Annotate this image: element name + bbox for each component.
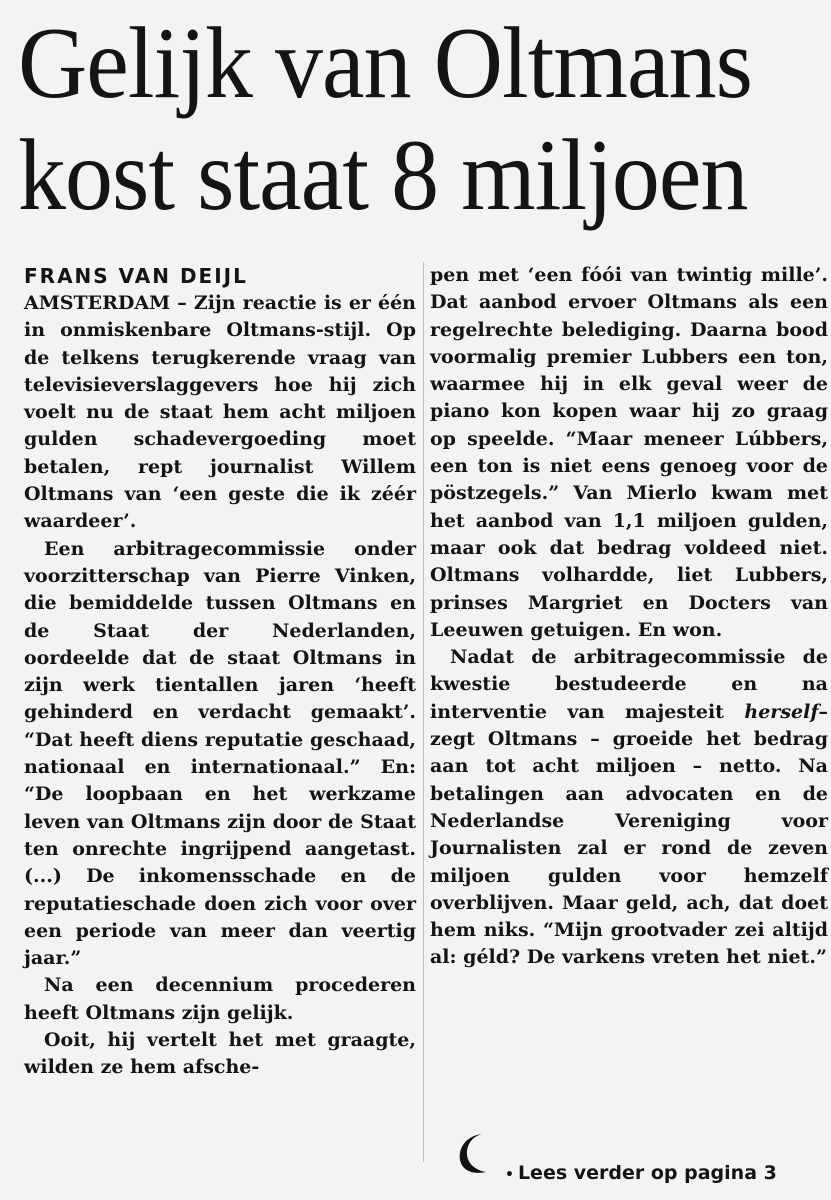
commission-text-b: – zegt Oltmans – groeide het bedrag aan tot acht miljoen – netto. Na betalingen aan advocaten en de Nederlandse Vereniging voor Journalisten zal er rond de zeven miljoen gulden voor hemzelf overblijven. Maar geld, ach, dat doet hem niks. “Mijn grootvader zei altijd al: géld? De varkens vreten het niet.” <box>430 700 828 969</box>
crescent-moon-icon <box>452 1130 496 1176</box>
byline: FRANS VAN DEIJL <box>24 264 248 288</box>
continued-reference <box>505 1162 777 1184</box>
paragraph-decade: Na een decennium procederen heeft Oltmans zijn gelijk. <box>24 974 416 1024</box>
headline-line-1: Gelijk van Oltmans <box>18 7 753 120</box>
paragraph-once: Ooit, hij vertelt het met graagte, wilden ze hem afsche- <box>24 1029 416 1079</box>
paragraph-commission <box>430 644 828 972</box>
headline <box>18 8 775 232</box>
left-column <box>24 290 416 1082</box>
commission-italic: herself <box>744 700 819 723</box>
paragraph-continuation: pen met ‘een fóói van twintig mille’. Dat aanbod ervoer Oltmans als een regelrechte belediging. Daarna bood voormalig premier Lubbers een ton, waarmee hij in elk geval weer de piano kon kopen waar hij zo graag op speelde. “Maar meneer Lúbbers, een ton is niet eens genoeg voor de pöstzegels.” Van Mierlo kwam met het aanbod van 1,1 miljoen gulden, maar ook dat bedrag voldeed niet. Oltmans volhardde, liet Lubbers, prinses Margriet en Docters van Leeuwen getuigen. En won. <box>430 264 828 641</box>
commission-text-a: Nadat de arbitragecommissie de kwestie bestudeerde en na interventie van majesteit <box>430 646 828 723</box>
continued-text: Lees verder op pagina 3 <box>517 1162 777 1184</box>
paragraph-arbitration: Een arbitragecommissie onder voorzitterschap van Pierre Vinken, die bemiddelde tussen Oltmans en de Staat der Nederlanden, oordeelde dat de staat Oltmans in zijn werk tientallen jaren ‘heeft gehinderd en verdacht gemaakt’. “Dat heeft diens reputatie geschaad, nationaal en internationaal.” En: “De loopbaan en het werkzame leven van Oltmans zijn door de Staat ten onrechte ingrijpend aangetast. (...) De inkomensschade en de reputatieschade doen zich voor over een periode van meer dan veertig jaar.” <box>24 537 416 970</box>
bullet-icon: • <box>505 1167 514 1183</box>
paragraph-lead: AMSTERDAM – Zijn reactie is er één in onmiskenbare Oltmans-stijl. Op de telkens terugkerende vraag van televisieverslaggevers hoe hij zich voelt nu de staat hem acht miljoen gulden schadevergoeding moet betalen, rept journalist Willem Oltmans van ‘een geste die ik zéér waardeer’. <box>24 292 416 533</box>
right-column <box>430 262 828 972</box>
column-divider <box>423 262 424 1162</box>
headline-line-2: kost staat 8 miljoen <box>18 119 748 232</box>
